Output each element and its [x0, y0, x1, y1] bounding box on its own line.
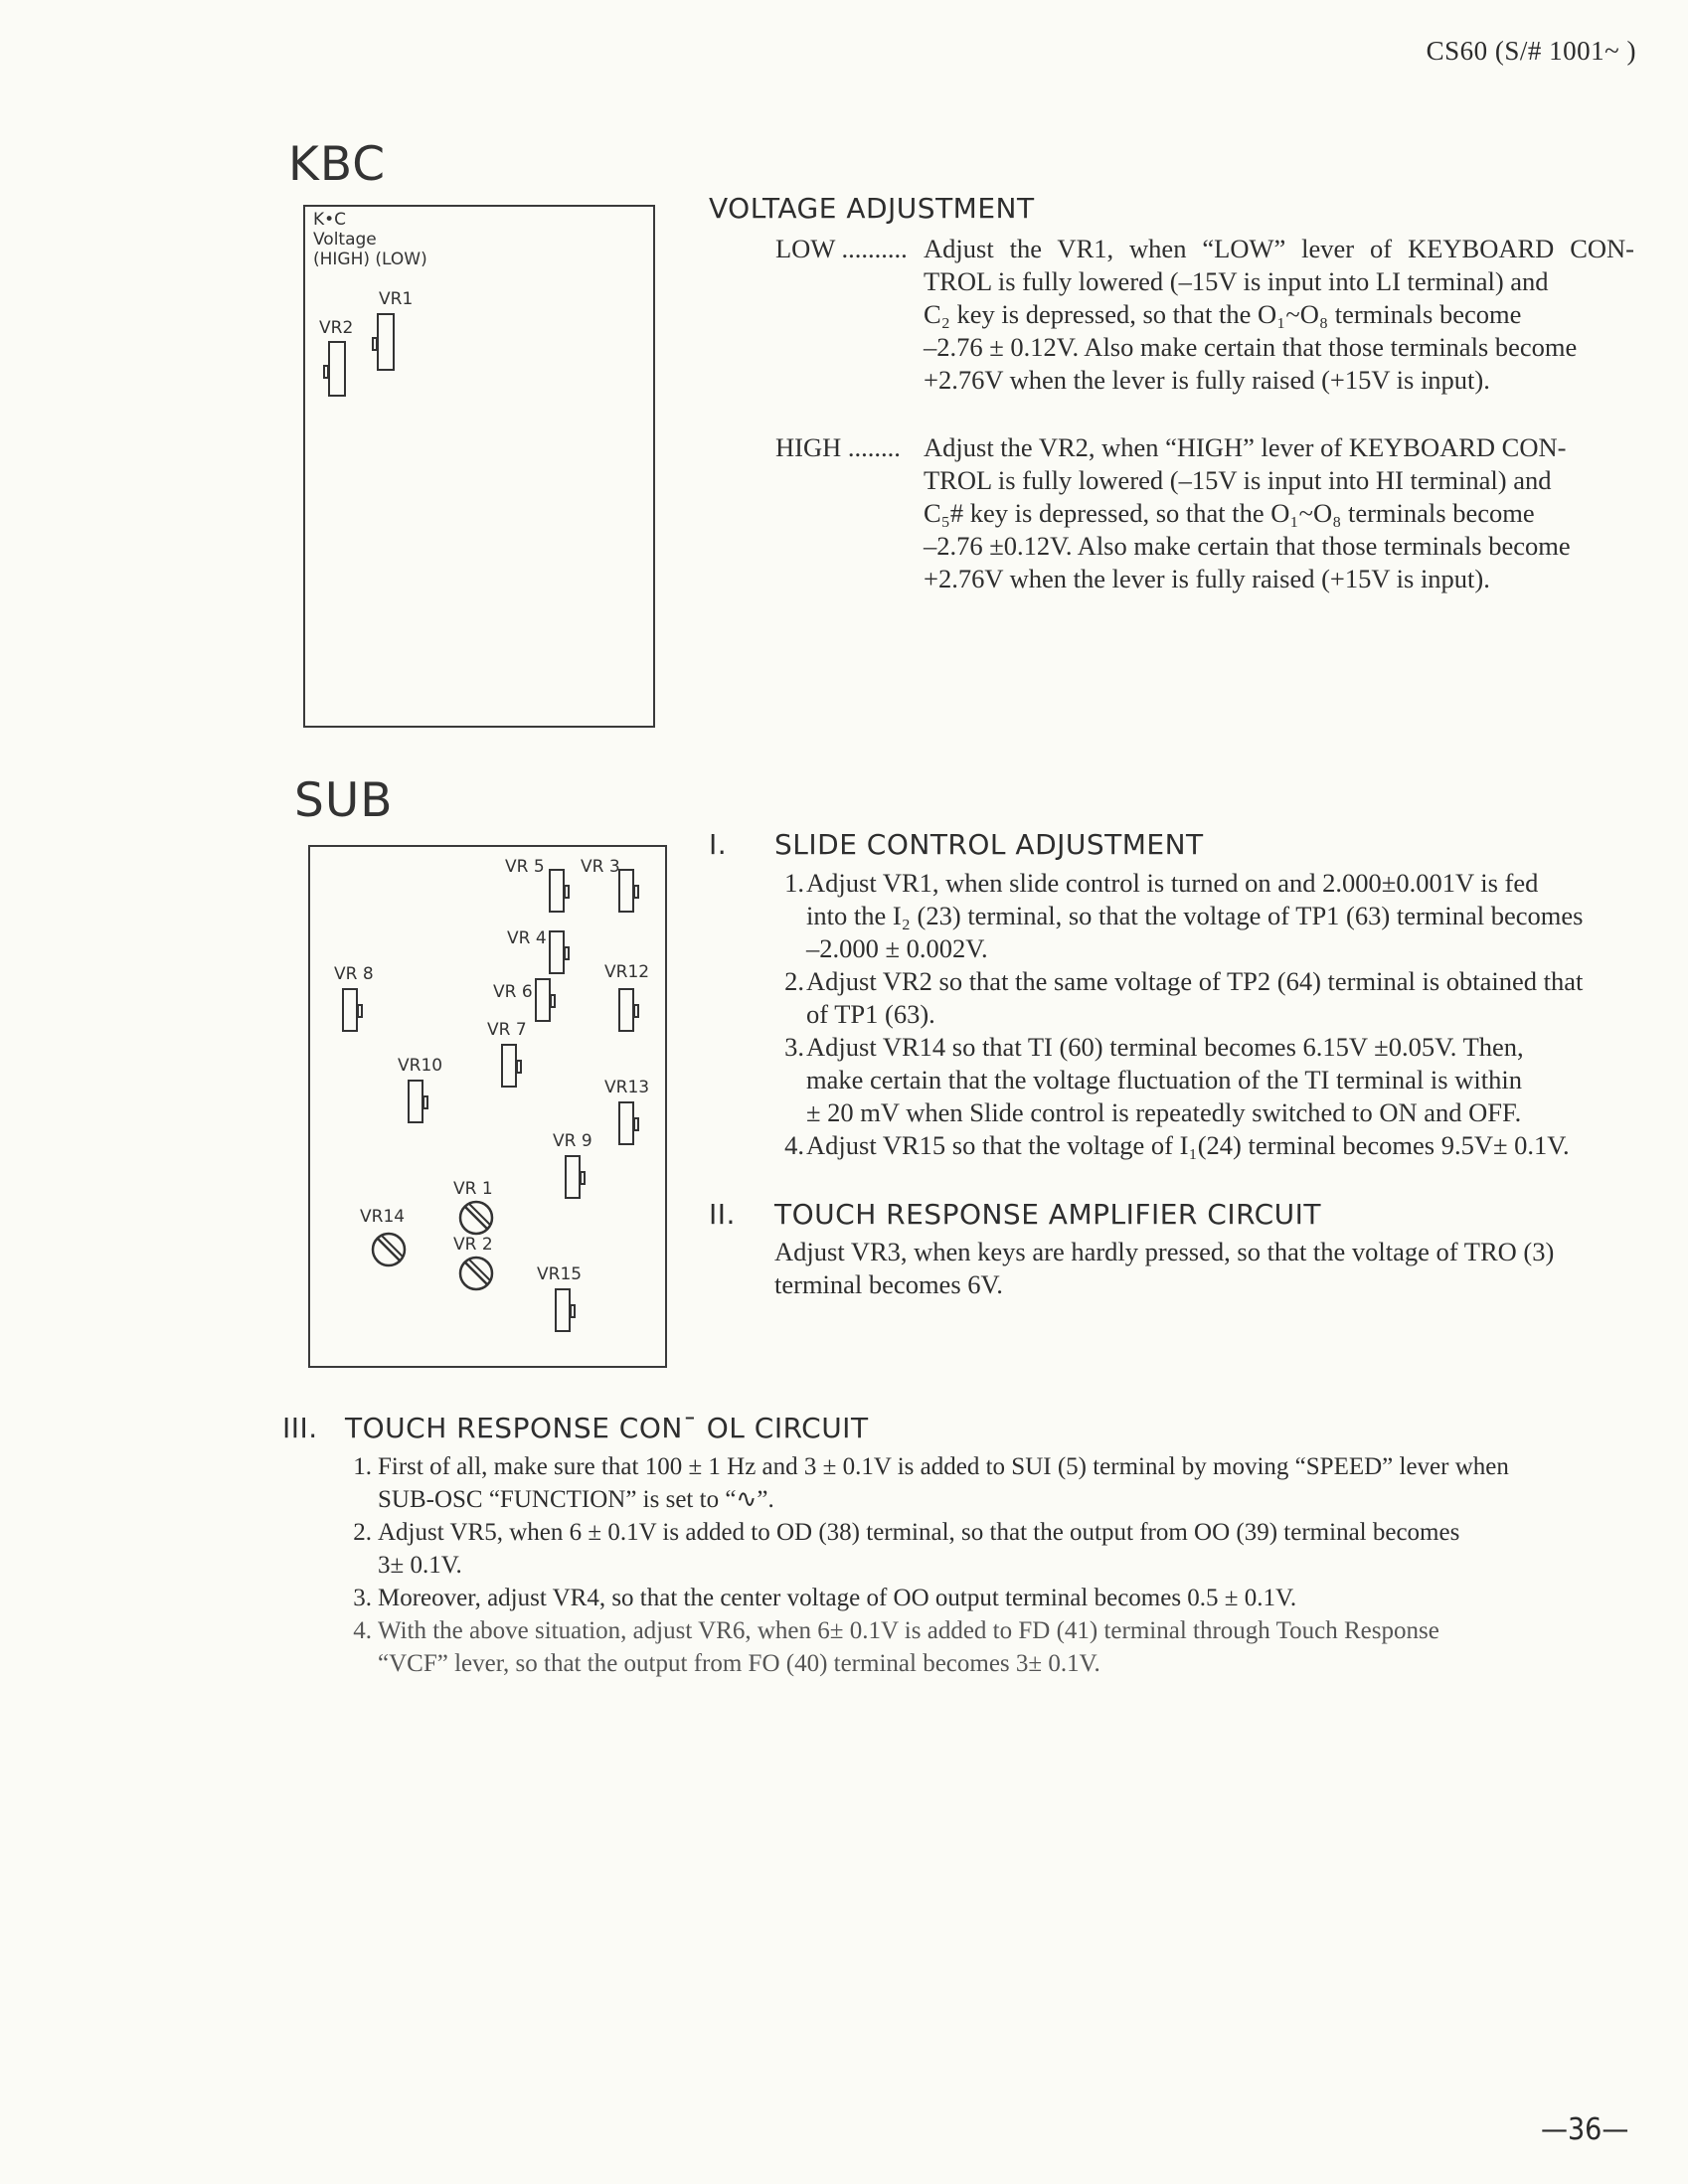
vr10-trimmer-icon: [408, 1080, 423, 1123]
sub-label-vr5: VR 5: [505, 857, 545, 877]
vr14-pot-icon: [370, 1231, 408, 1268]
vr7-trimmer-icon: [501, 1044, 517, 1088]
sub-label-vr7: VR 7: [487, 1020, 527, 1040]
sub-label-vr12: VR12: [604, 962, 650, 982]
sub-label-vr1: VR 1: [453, 1179, 493, 1199]
sub-label-vr14: VR14: [360, 1207, 406, 1227]
vr2-trimmer-icon: [328, 341, 346, 397]
touch-amp-text: Adjust VR3, when keys are hardly pressed, so that the voltage of TRO (3) terminal becomes 6V.: [774, 1237, 1555, 1299]
vr9-trimmer-icon: [565, 1155, 581, 1199]
kbc-label-vr2: VR2: [319, 318, 354, 338]
kbc-label-vr1: VR1: [379, 289, 414, 309]
voltage-adjustment-heading: VOLTAGE ADJUSTMENT: [709, 192, 1035, 225]
kbc-label-highlow: (HIGH) (LOW): [313, 250, 427, 269]
model-header: CS60 (S/# 1001~ ): [1426, 36, 1636, 66]
vr1-pot-icon: [457, 1199, 495, 1237]
vr5-trimmer-icon: [549, 869, 565, 913]
touch-control-numeral: III.: [282, 1412, 318, 1444]
vr6-trimmer-icon: [535, 978, 551, 1022]
slide-control-heading: SLIDE CONTROL ADJUSTMENT: [774, 828, 1204, 861]
sub-label-vr13: VR13: [604, 1078, 650, 1097]
sub-label-vr2: VR 2: [453, 1235, 493, 1255]
kbc-board-diagram: [303, 205, 655, 728]
vr1-trimmer-icon: [377, 313, 395, 371]
sub-label-vr9: VR 9: [553, 1131, 592, 1151]
kbc-label-kc: K•C: [313, 210, 347, 230]
sub-label-vr15: VR15: [537, 1264, 583, 1284]
kbc-title: KBC: [288, 137, 387, 192]
vr12-trimmer-icon: [618, 988, 634, 1032]
sub-title: SUB: [294, 773, 394, 828]
kbc-label-voltage: Voltage: [313, 230, 377, 250]
touch-amp-numeral: II.: [709, 1198, 736, 1231]
sub-label-vr4: VR 4: [507, 928, 547, 948]
sub-label-vr3: VR 3: [581, 857, 620, 877]
page-number: —36—: [1541, 2112, 1629, 2147]
sub-board-diagram: [308, 845, 667, 1368]
vr8-trimmer-icon: [342, 988, 358, 1032]
vr3-trimmer-icon: [618, 869, 634, 913]
touch-amp-heading: TOUCH RESPONSE AMPLIFIER CIRCUIT: [774, 1198, 1322, 1231]
touch-control-heading: TOUCH RESPONSE CONˉ OL CIRCUIT: [345, 1412, 869, 1444]
sub-label-vr8: VR 8: [334, 964, 374, 984]
low-text: Adjust the VR1, when “LOW” lever of KEYBOARD CON- TROL is fully lowered (–15V is input into LI terminal) and C₂ key is depressed, so that the O₁~O₈ terminals become –2.76 ± 0.12V. Also make certain that those terminals become +2.76V when the lever is fully raised (+15V is input).: [924, 234, 1634, 395]
sub-label-vr6: VR 6: [493, 982, 533, 1002]
high-label: HIGH ........: [775, 432, 901, 462]
slide-control-numeral: I.: [709, 828, 728, 861]
high-text: Adjust the VR2, when “HIGH” lever of KEYBOARD CON- TROL is fully lowered (–15V is input into HI terminal) and C₅# key is depressed, so that the O₁~O₈ terminals become –2.76 ±0.12V. Also make certain that those terminals become +2.76V when the lever is fully raised (+15V is input).: [924, 432, 1571, 593]
low-label: LOW ..........: [775, 234, 908, 263]
vr13-trimmer-icon: [618, 1101, 634, 1145]
sub-label-vr10: VR10: [398, 1056, 443, 1076]
vr2-pot-icon: [457, 1255, 495, 1292]
vr15-trimmer-icon: [555, 1288, 571, 1332]
touch-control-list: 1. First of all, make sure that 100 ± 1 Hz and 3 ± 0.1V is added to SUI (5) terminal by moving “SPEED” lever when SUB-OSC “FUNCTION” is set to “∿”. 2. Adjust VR5, when 6 ± 0.1V is added to OD (38) terminal, so that the output from OO (39) terminal becomes 3± 0.1V. 3. Moreover, adjust VR4, so that the center voltage of OO output terminal becomes 0.5 ± 0.1V. 4. With the above situation, adjust VR6, when 6± 0.1V is added to FD (41) terminal through Touch Response “VCF” lever, so that the output from FO (40) terminal becomes 3± 0.1V.: [353, 1453, 1509, 1677]
slide-control-list: 1. Adjust VR1, when slide control is turned on and 2.000±0.001V is fed into the I₂ (23) terminal, so that the voltage of TP1 (63) terminal becomes –2.000 ± 0.002V. 2. Adjust VR2 so that the same voltage of TP2 (64) terminal is obtained that of TP1 (63). 3. Adjust VR14 so that TI (60) terminal becomes 6.15V ±0.05V. Then, make certain that the voltage fluctuation of the TI terminal is within ± 20 mV when Slide control is repeatedly switched to ON and OFF. 4. Adjust VR15 so that the voltage of I₁(24) terminal becomes 9.5V± 0.1V.: [784, 868, 1584, 1160]
vr4-trimmer-icon: [549, 930, 565, 974]
